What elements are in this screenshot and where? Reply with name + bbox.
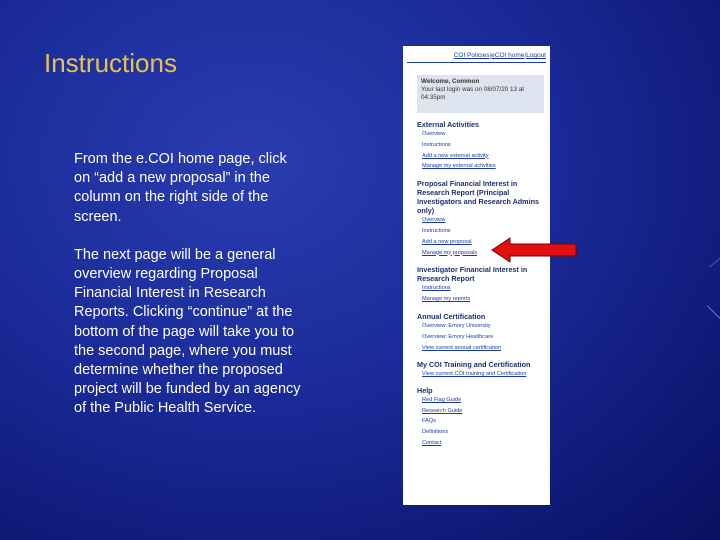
slide-title: Instructions [44, 48, 177, 78]
nav-logout[interactable]: Logout [526, 52, 546, 59]
nav-divider [407, 62, 546, 63]
section-title: Proposal Financial Interest in Research Report (Principal Investigators and Research Admins only) [417, 179, 539, 216]
decorative-line [709, 258, 720, 268]
link-manage-external-activities[interactable]: Manage my external activities [422, 163, 496, 170]
link-research-guide[interactable]: Research Guide [422, 407, 463, 414]
last-login-text: Your last login was on 08/07/20 13 at [421, 86, 525, 93]
section-title: External Activities [417, 120, 480, 129]
section-title: My COI Training and Certification [417, 360, 531, 370]
link-definitions[interactable]: Definitions [422, 429, 449, 436]
section-annual-certification [417, 312, 546, 353]
section-coi-training [417, 360, 546, 379]
section-help [417, 386, 546, 449]
link-manage-reports[interactable]: Manage my reports [422, 296, 471, 303]
link-add-external-activity[interactable]: Add a new external activity [422, 152, 489, 159]
section-title: Investigator Financial Interest in Research Report [417, 265, 528, 284]
link-view-coi-training[interactable]: View current COI training and Certification [422, 371, 527, 378]
link-manage-proposals[interactable]: Manage my proposals [422, 249, 478, 256]
section-title: Annual Certification [417, 311, 486, 321]
nav-ecoi-home[interactable]: eCOI home [491, 52, 525, 59]
link-overview[interactable]: Overview [422, 217, 446, 224]
top-nav: COI Policies|eCOI home|Logout [453, 52, 546, 59]
link-faqs[interactable]: FAQs [422, 418, 436, 425]
link-overview-emory-university[interactable]: Overview: Emory University [422, 322, 491, 329]
decorative-line [707, 305, 720, 318]
section-investigator-financial-interest [417, 265, 546, 305]
welcome-title: Welcome, Common [421, 78, 480, 85]
section-title: Help [417, 385, 433, 395]
welcome-box [417, 75, 544, 113]
section-external-activities [417, 120, 546, 172]
link-view-annual-certification[interactable]: View current annual certification [422, 344, 502, 351]
link-red-flag-guide[interactable]: Red Flag Guide [422, 396, 462, 403]
link-add-new-proposal[interactable]: Add a new proposal [422, 238, 472, 245]
link-instructions[interactable]: Instructions [422, 285, 451, 292]
link-overview-emory-healthcare[interactable]: Overview: Emory Healthcare [422, 333, 494, 340]
link-overview[interactable]: Overview [422, 131, 446, 137]
paragraph-1: From the e.COI home page, click on “add a new proposal” in the column on the right side of the screen. [74, 151, 287, 225]
left-arrow-icon [490, 235, 580, 265]
paragraph-2: The next page will be a general overview regarding Proposal Financial Interest in Research Reports. Clicking “continue” at the bottom of the page will take you to the second page, where you must determine whether the proposed project will be funded by an agency of the Public Health Service. [74, 246, 301, 417]
nav-coi-policies[interactable]: COI Policies [453, 52, 490, 59]
body-text [74, 150, 304, 438]
link-instructions[interactable]: Instructions [422, 227, 451, 234]
last-login-time: 04:35pm [421, 94, 446, 101]
link-instructions[interactable]: Instructions [422, 141, 451, 148]
link-contact[interactable]: Contact [422, 440, 442, 447]
ecoi-screenshot-panel [403, 46, 550, 505]
